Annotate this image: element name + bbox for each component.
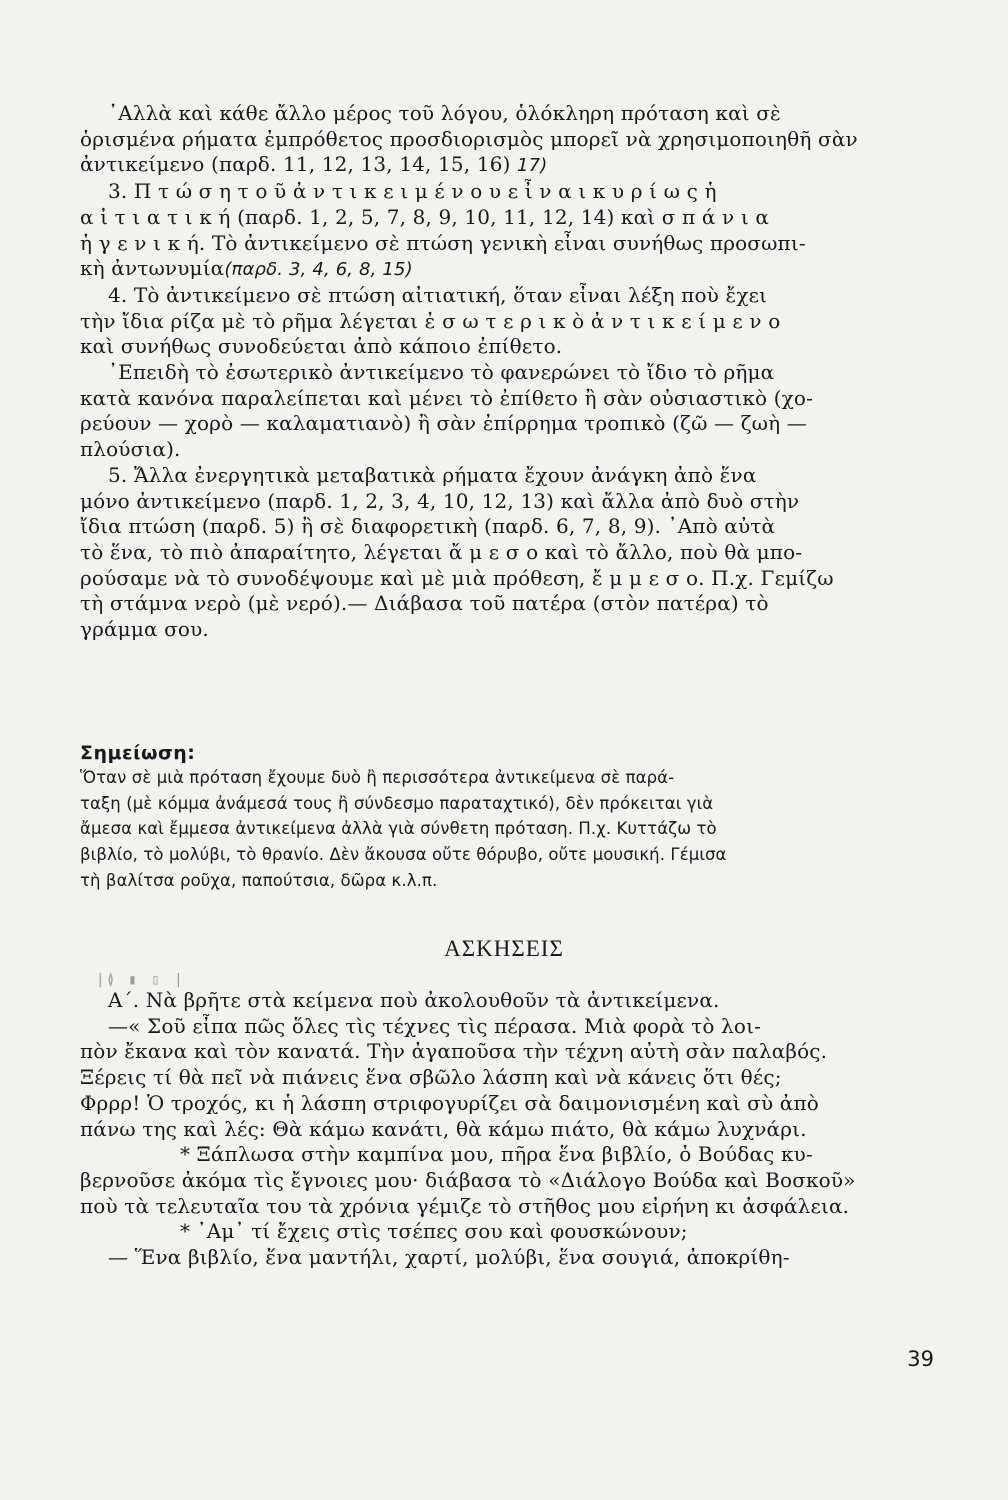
text-line: ἀντικείμενο (παρδ. 11, 12, 13, 14, 15, 16) 17) xyxy=(80,152,548,177)
text-line: τὴ στάμνα νερὸ (μὲ νερό).— Διάβασα τοῦ πατέρα (στὸν πατέρα) τὸ xyxy=(80,591,769,616)
text-line: ἴδια πτώση (παρδ. 5) ἢ σὲ διαφορετικὴ (παρδ. 6, 7, 8, 9). ᾿Απὸ αὐτὰ xyxy=(80,514,776,539)
page-number: 39 xyxy=(907,1347,934,1371)
note-line: τὴ βαλίτσα ροῦχα, παπούτσια, δῶρα κ.λ.π. xyxy=(80,870,438,890)
text-line: ᾿Αλλὰ καὶ κάθε ἄλλο μέρος τοῦ λόγου, ὁλόκληρη πρόταση καὶ σὲ xyxy=(108,101,781,125)
handwritten-note: (παρδ. 3, 4, 6, 8, 15) xyxy=(224,259,413,281)
note-title: Σημείωση: xyxy=(80,742,196,764)
main-text xyxy=(80,101,932,643)
bleed-through-mark: |≬ ▮ ▯ | xyxy=(96,972,186,988)
handwritten-note: 17) xyxy=(517,155,548,177)
exercise-line: βερνοῦσε ἀκόμα τὶς ἔγνοιες μου· διάβασα τὸ «Διάλογο Βούδα καὶ Βοσκοῦ» xyxy=(80,1167,856,1192)
exercises-text xyxy=(80,988,932,1271)
note-line: Ὅταν σὲ μιὰ πρόταση ἔχουμε δυὸ ἢ περισσότερα ἀντικείμενα σὲ παρά- xyxy=(80,768,675,787)
text-line: 5. Ἄλλα ἐνεργητικὰ μεταβατικὰ ρήματα ἔχουν ἀνάγκη ἀπὸ ἕνα xyxy=(108,462,757,487)
text-line: τὸ ἕνα, τὸ πιὸ ἀπαραίτητο, λέγεται ἄ μ ε σ ο καὶ τὸ ἄλλο, ποὺ θὰ μπο- xyxy=(80,539,803,564)
text-line: ἡ γ ε ν ι κ ή. Τὸ ἀντικείμενο σὲ πτώση γενικὴ εἶναι συνήθως προσωπι- xyxy=(80,230,806,255)
exercise-line: πὸν ἔκανα καὶ τὸν κανατά. Τὴν ἀγαποῦσα τὴν τέχνη αὐτὴ σὰν παλαβός. xyxy=(80,1039,828,1064)
exercises-title: ΑΣΚΗΣΕΙΣ xyxy=(444,936,564,961)
text-line: α ἰ τ ι α τ ι κ ή (παρδ. 1, 2, 5, 7, 8, 9, 10, 11, 12, 14) καὶ σ π ά ν ι α xyxy=(80,204,769,229)
text-line: μόνο ἀντικείμενο (παρδ. 1, 2, 3, 4, 10, 12, 13) καὶ ἄλλα ἀπὸ δυὸ στὴν xyxy=(80,488,800,513)
text-line: 3. Π τ ώ σ η τ ο ῦ ἀ ν τ ι κ ε ι μ έ ν ο υ ε ἶ ν α ι κ υ ρ ί ω ς ἡ xyxy=(108,179,717,204)
exercise-line: * ᾿Αμ᾿ τί ἔχεις στὶς τσέπες σου καὶ φουσκώνουν; xyxy=(180,1219,688,1244)
exercise-line: Α΄. Νὰ βρῆτε στὰ κείμενα ποὺ ἀκολουθοῦν τὰ ἀντικείμενα. xyxy=(108,988,720,1012)
text-line: ρούσαμε νὰ τὸ συνοδέψουμε καὶ μὲ μιὰ πρόθεση, ἔ μ μ ε σ ο. Π.χ. Γεμίζω xyxy=(80,565,834,590)
text-line: ᾿Επειδὴ τὸ ἐσωτερικὸ ἀντικείμενο τὸ φανερώνει τὸ ἴδιο τὸ ρῆμα xyxy=(108,360,775,385)
text-line: τὴν ἴδια ρίζα μὲ τὸ ρῆμα λέγεται ἐ σ ω τ ε ρ ι κ ὸ ἀ ν τ ι κ ε ί μ ε ν ο xyxy=(80,308,781,333)
exercise-line: ποὺ τὰ τελευταῖα του τὰ χρόνια γέμιζε τὸ στῆθος μου εἰρήνη κι ἀσφάλεια. xyxy=(80,1193,850,1218)
text-line: κατὰ κανόνα παραλείπεται καὶ μένει τὸ ἐπίθετο ἢ σὰν οὐσιαστικὸ (χο- xyxy=(80,385,813,410)
exercise-line: * Ξάπλωσα στὴν καμπίνα μου, πῆρα ἕνα βιβλίο, ὁ Βούδας κυ- xyxy=(180,1142,813,1167)
exercise-line: πάνω της καὶ λές: Θὰ κάμω κανάτι, θὰ κάμω πιάτο, θὰ κάμω λυχνάρι. xyxy=(80,1116,807,1141)
exercise-line: —« Σοῦ εἶπα πῶς ὅλες τὶς τέχνες τὶς πέρασα. Μιὰ φορὰ τὸ λοι- xyxy=(108,1013,761,1038)
exercise-line: — Ἕνα βιβλίο, ἕνα μαντήλι, χαρτί, μολύβι, ἕνα σουγιά, ἀποκρίθη- xyxy=(108,1245,790,1270)
exercise-line: Ξέρεις τί θὰ πεῖ νὰ πιάνεις ἕνα σβῶλο λάσπη καὶ νὰ κάνεις ὅτι θές; xyxy=(80,1065,782,1090)
text-line: ρεύουν — χορὸ — καλαματιανὸ) ἢ σὰν ἐπίρρημα τροπικὸ (ζῶ — ζωὴ — xyxy=(80,411,807,436)
text-line: πλούσια). xyxy=(80,437,181,462)
text-line: γράμμα σου. xyxy=(80,617,209,642)
note-line: ἄμεσα καὶ ἔμμεσα ἀντικείμενα ἀλλὰ γιὰ σύνθετη πρόταση. Π.χ. Κυττάζω τὸ xyxy=(80,819,717,839)
note-line: ταξη (μὲ κόμμα ἀνάμεσά τους ἢ σύνδεσμο παραταχτικό), δὲν πρόκειται γιὰ xyxy=(80,793,714,813)
note-line: βιβλίο, τὸ μολύβι, τὸ θρανίο. Δὲν ἄκουσα οὔτε θόρυβο, οὔτε μουσική. Γέμισα xyxy=(80,845,727,865)
note-text xyxy=(80,765,932,894)
text-line: ὁρισμένα ρήματα ἐμπρόθετος προσδιορισμὸς μπορεῖ νὰ χρησιμοποιηθῆ σὰν xyxy=(80,126,858,151)
text-line: 4. Τὸ ἀντικείμενο σὲ πτώση αἰτιατική, ὅταν εἶναι λέξη ποὺ ἔχει xyxy=(108,282,768,307)
text-line: κὴ ἀντωνυμία(παρδ. 3, 4, 6, 8, 15) xyxy=(80,256,413,281)
exercise-line: Φρρρ! Ὁ τροχός, κι ἡ λάσπη στριφογυρίζει σὰ δαιμονισμένη καὶ σὺ ἀπὸ xyxy=(80,1090,819,1115)
text-line: καὶ συνήθως συνοδεύεται ἀπὸ κάποιο ἐπίθετο. xyxy=(80,334,563,359)
